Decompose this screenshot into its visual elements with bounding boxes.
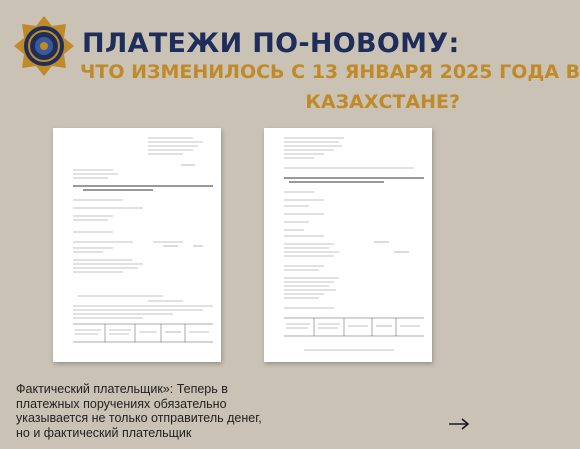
emblem-logo-icon xyxy=(12,14,76,78)
payment-order-form-image-left xyxy=(53,128,221,362)
arrow-right-icon[interactable] xyxy=(448,418,470,430)
page-subtitle-line2: КАЗАХСТАНЕ? xyxy=(305,91,460,113)
page-subtitle-line1: ЧТО ИЗМЕНИЛОСЬ С 13 ЯНВАРЯ 2025 ГОДА В xyxy=(80,61,580,83)
caption-line-3: указывается не только отправитель денег, xyxy=(16,411,262,425)
page-title: ПЛАТЕЖИ ПО-НОВОМУ: xyxy=(82,28,460,59)
caption-line-2: платежных поручениях обязательно xyxy=(16,396,227,411)
caption-text xyxy=(16,382,436,440)
caption-line-4: но и фактический плательщик xyxy=(16,425,192,440)
caption-line-1: Фактический плательщик»: Теперь в xyxy=(16,382,228,396)
payment-order-form-image-right xyxy=(264,128,432,362)
